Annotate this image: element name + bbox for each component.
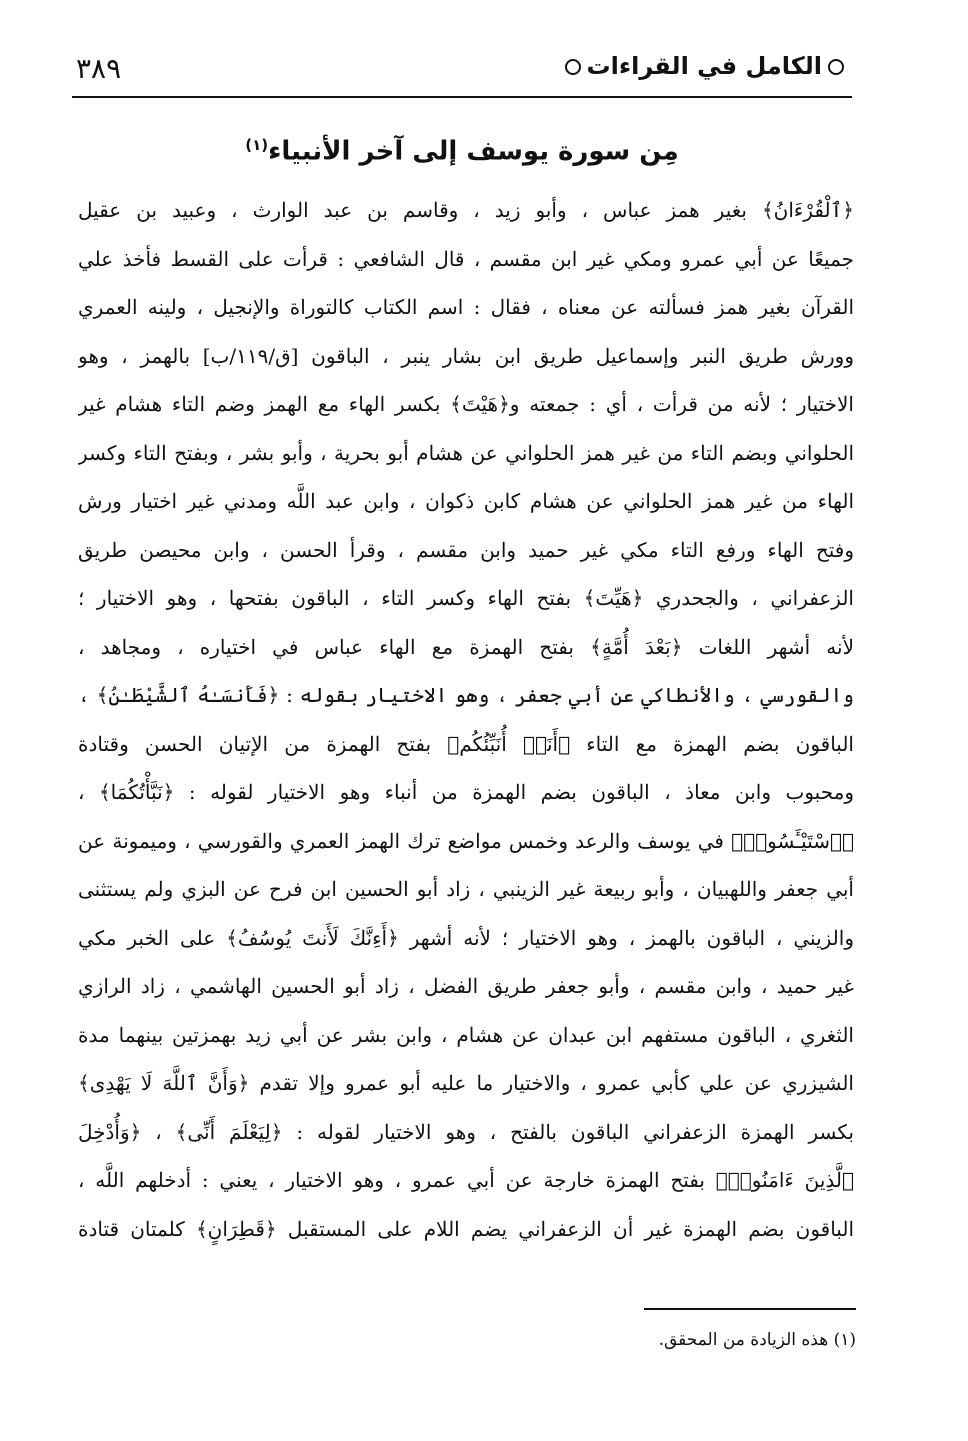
text-line: الاختيار ؛ لأنه من قرأت ، أي : جمعته و﴿هَيْتَ﴾ بكسر الهاء مع الهمز وضم التاء هشام غير	[78, 392, 854, 416]
text-line: وفتح الهاء ورفع التاء مكي غير حميد وابن مقسم ، وقرأ الحسن ، وابن محيصن طريق	[78, 537, 854, 562]
text-line: القرآن بغير همز فسألته عن معناه ، فقال : اسم الكتاب كالتوراة والإنجيل ، ولينه العمري	[78, 295, 854, 319]
body-text	[78, 186, 854, 1253]
section-heading-text: مِن سورة يوسف إلى آخر الأنبياء	[268, 136, 679, 167]
text-line: ومحبوب وابن معاذ ، الباقون بضم الهمزة من أنباء وهو الاختيار لقوله : ﴿نَبَّأْتُكُمَا﴾ ،	[78, 780, 854, 804]
text-line: ﴿ٱلْقُرْءَانُ﴾ بغير همز عباس ، وأبو زيد ، وقاسم بن عبد الوارث ، وعبيد بن عقيل	[78, 198, 854, 222]
text-line: الهاء من غير همز الحلواني عن هشام كابن ذكوان ، وابن عبد اللَّه ومدني غير اختيار ورش	[78, 489, 854, 513]
text-line: لأنه أشهر اللغات ﴿بَعْدَ أُمَّةٍ﴾ بفتح الهمزة مع الهاء عباس في اختياره ، ومجاهد ،	[78, 634, 854, 659]
text-line: ٱلَّذِينَ ءَامَنُوا۟﴾ بفتح الهمزة خارجة عن أبي عمرو ، وهو الاختيار ، يعني : أدخلهم اللَّه ،	[78, 1168, 854, 1192]
text-line: أبي جعفر واللهبيان ، وأبو ربيعة غير الزينبي ، زاد أبو الحسين ابن فرح عن البزي ولم يستثنى	[78, 877, 854, 901]
running-title	[559, 52, 850, 80]
text-line: جميعًا عن أبي عمرو ومكي غير ابن مقسم ، قال الشافعي : قرأت على القسط فأخذ علي	[78, 246, 854, 271]
running-title-text: الكامل في القراءات	[586, 52, 822, 80]
header-divider	[72, 96, 852, 98]
text-line: الثغري ، الباقون مستفهم ابن عبدان عن هشام ، وابن بشر عن أبي زيد بهمزتين بينهما مدة	[78, 1022, 854, 1047]
text-line: والزيني ، الباقون بالهمز ، وهو الاختيار ؛ لأنه أشهر ﴿أَءِنَّكَ لَأَنتَ يُوسُفُ﴾ على الخبر مكي	[78, 925, 854, 950]
ornament-circle-icon	[565, 59, 581, 75]
text-line: الزعفراني ، والجحدري ﴿هَيِّتَ﴾ بفتح الهاء وكسر التاء ، الباقون بفتحها ، وهو الاختيار ؛	[78, 586, 854, 610]
text-line: وورش طريق النبر وإسماعيل طريق ابن بشار ينبر ، الباقون [ق/١١٩/ب] بالهمز ، وهو	[78, 343, 854, 368]
text-line: الباقون بضم الهمزة غير أن الزعفراني يضم اللام على المستقبل ﴿قَطِرَانٍ﴾ كلمتان قتادة	[78, 1216, 854, 1241]
text-line: ﴿ٱسْتَيْـَٔسُوا۟﴾ في يوسف والرعد وخمس مواضع ترك الهمز العمري والقورسي ، وميمونة عن	[78, 828, 854, 853]
text-line: غير حميد ، وابن مقسم ، وأبو جعفر طريق الفضل ، زاد أبو الحسين الهاشمي ، زاد الرازي	[78, 974, 854, 998]
text-line: الباقون بضم الهمزة مع التاء ﴿أَنَا۠ أُنَبِّئُكُم﴾ بفتح الهمزة من الإتيان الحسن وقتادة	[78, 731, 854, 756]
footnote-divider	[644, 1308, 856, 1310]
ornament-circle-icon	[828, 59, 844, 75]
text-line: الشيزري عن علي كأبي عمرو ، والاختيار ما عليه أبو عمرو وإلا تقدم ﴿وَأَنَّ ٱللَّهَ لَا يَهْدِى﴾	[78, 1071, 854, 1095]
page-number: ٣٨٩	[76, 52, 122, 85]
text-line: الحلواني وبضم التاء من غير همز الحلواني عن هشام أبو بحرية ، وأبو بشر ، وبفتح التاء وكسر	[78, 440, 854, 465]
footnote-reference: (١)	[245, 136, 269, 154]
section-heading	[72, 136, 852, 167]
footnote: (١) هذه الزيادة من المحقق.	[658, 1330, 856, 1350]
text-line: والقورسي ، والأنطاكي عن أبي جعفر ، وهو الاختيار بقوله : ﴿فَأَنسَـٰهُ ٱلشَّيْطَـٰنُ﴾ ،	[78, 683, 854, 707]
text-line: بكسر الهمزة الزعفراني الباقون بالفتح ، وهو الاختيار لقوله : ﴿لِيَعْلَمَ أَنِّى﴾ ، ﴿وَأُدْخِلَ	[78, 1119, 854, 1144]
